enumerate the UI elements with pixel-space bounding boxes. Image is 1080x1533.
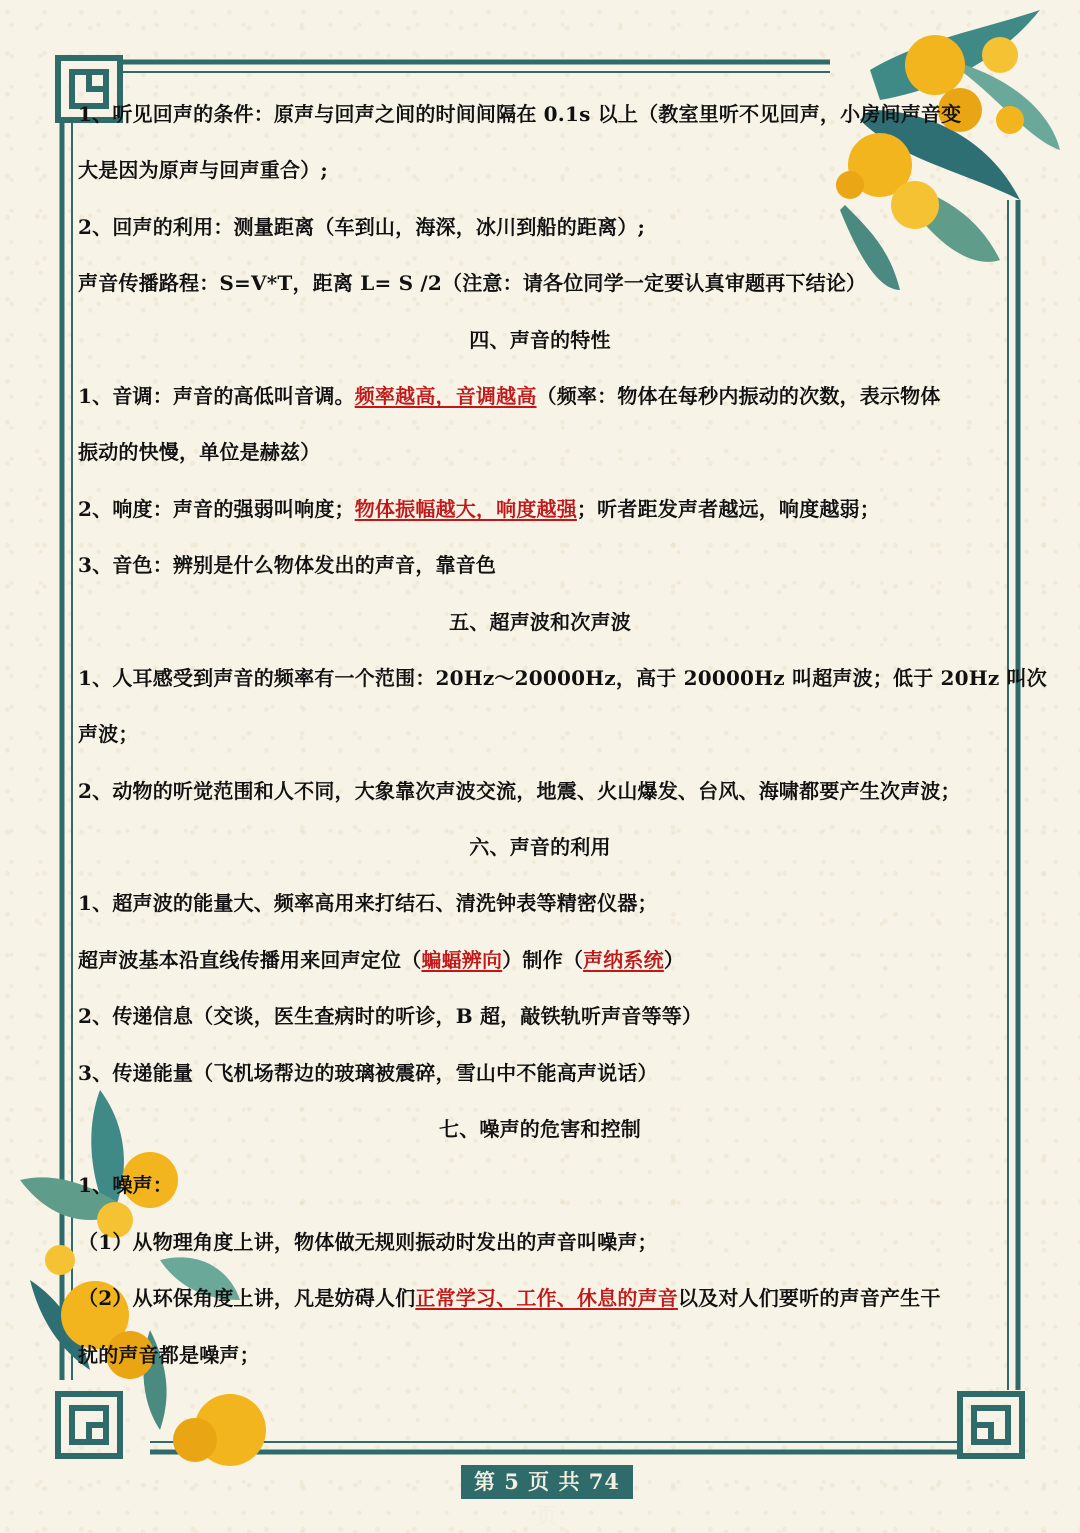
text-line bbox=[78, 537, 1002, 593]
text-line bbox=[78, 875, 1002, 931]
text-segment: 扰的声音都是噪声； bbox=[78, 1342, 260, 1367]
highlighted-text: 正常学习、工作、休息的声音 bbox=[415, 1286, 678, 1311]
text-line bbox=[78, 255, 1002, 311]
text-segment: 2、动物的听觉范围和人不同，大象靠次声波交流，地震、火山爆发、台风、海啸都要产生次声波； bbox=[78, 778, 961, 803]
text-segment: 2、回声的利用：测量距离（车到山，海深，冰川到船的距离）; bbox=[78, 214, 646, 239]
text-segment: 五、超声波和次声波 bbox=[449, 609, 631, 634]
text-segment: 3、音色：辨别是什么物体发出的声音，靠音色 bbox=[78, 553, 497, 578]
text-segment: （1）从物理角度上讲，物体做无规则振动时发出的声音叫噪声； bbox=[78, 1229, 658, 1254]
text-segment: ；听者距发声者越远，响度越弱； bbox=[576, 496, 880, 521]
text-segment: 声波； bbox=[78, 722, 139, 747]
text-segment: 1、听见回声的条件：原声与回声之间的时间间隔在 0.1s 以上（教室里听不见回声，小房间声音变 bbox=[78, 102, 962, 126]
text-line bbox=[78, 481, 1002, 537]
document-body bbox=[78, 86, 1048, 1383]
text-segment: 1、超声波的能量大、频率高用来打结石、清洗钟表等精密仪器； bbox=[78, 891, 658, 916]
text-line bbox=[78, 1214, 1002, 1270]
page-number: 第 5 页 共 74 页 bbox=[461, 1465, 633, 1499]
text-line bbox=[78, 763, 1002, 819]
text-segment: （2）从环保角度上讲，凡是妨碍人们 bbox=[78, 1286, 416, 1311]
text-line bbox=[78, 1270, 1002, 1326]
text-segment: 1、噪声： bbox=[78, 1173, 173, 1198]
section-heading bbox=[78, 594, 1002, 650]
text-segment: 1、音调：声音的高低叫音调。 bbox=[78, 383, 355, 408]
section-heading bbox=[78, 312, 1002, 368]
highlighted-text: 物体振幅越大，响度越强 bbox=[354, 496, 577, 521]
text-segment: 四、声音的特性 bbox=[469, 327, 611, 352]
text-line bbox=[78, 706, 1002, 762]
text-line bbox=[78, 142, 1002, 198]
text-line bbox=[78, 932, 1002, 988]
text-segment: 2、传递信息（交谈，医生查病时的听诊，B 超，敲铁轨听声音等等） bbox=[78, 1004, 703, 1029]
text-segment: 3、传递能量（飞机场帮边的玻璃被震碎，雪山中不能高声说话） bbox=[78, 1060, 658, 1085]
text-segment: 声音传播路程：S=V*T，距离 L= S /2（注意：请各位同学一定要认真审题再下结论） bbox=[78, 271, 867, 296]
text-line bbox=[78, 368, 1002, 424]
text-line bbox=[78, 86, 1002, 142]
text-segment: 2、响度：声音的强弱叫响度； bbox=[78, 496, 355, 521]
corner-pattern-bottom-left bbox=[58, 1394, 120, 1456]
text-line bbox=[78, 650, 1048, 706]
highlighted-text: 声纳系统 bbox=[583, 947, 664, 972]
text-segment: ）制作（ bbox=[502, 947, 584, 972]
text-line bbox=[78, 424, 1002, 480]
text-segment: （频率：物体在每秒内振动的次数，表示物体 bbox=[536, 383, 941, 408]
highlighted-text: 频率越高，音调越高 bbox=[354, 383, 537, 408]
text-line bbox=[78, 1045, 1002, 1101]
section-heading bbox=[78, 1101, 1002, 1157]
text-line bbox=[78, 1157, 1002, 1213]
text-segment: 七、噪声的危害和控制 bbox=[439, 1117, 641, 1142]
text-segment: ） bbox=[663, 947, 685, 972]
corner-pattern-bottom-right bbox=[960, 1394, 1022, 1456]
text-segment: 六、声音的利用 bbox=[469, 835, 611, 860]
text-line bbox=[78, 988, 1002, 1044]
highlighted-text: 蝙蝠辨向 bbox=[421, 947, 503, 972]
text-line bbox=[78, 199, 1002, 255]
text-segment: 1、人耳感受到声音的频率有一个范围：20Hz～20000Hz，高于 20000Hz 叫超声波；低于 20Hz 叫次 bbox=[78, 665, 1048, 690]
text-segment: 以及对人们要听的声音产生干 bbox=[677, 1286, 941, 1311]
text-segment: 大是因为原声与回声重合）; bbox=[78, 158, 328, 183]
text-line bbox=[78, 1327, 1002, 1383]
text-segment: 振动的快慢，单位是赫兹） bbox=[78, 440, 321, 465]
text-segment: 超声波基本沿直线传播用来回声定位（ bbox=[78, 947, 422, 972]
section-heading bbox=[78, 819, 1002, 875]
